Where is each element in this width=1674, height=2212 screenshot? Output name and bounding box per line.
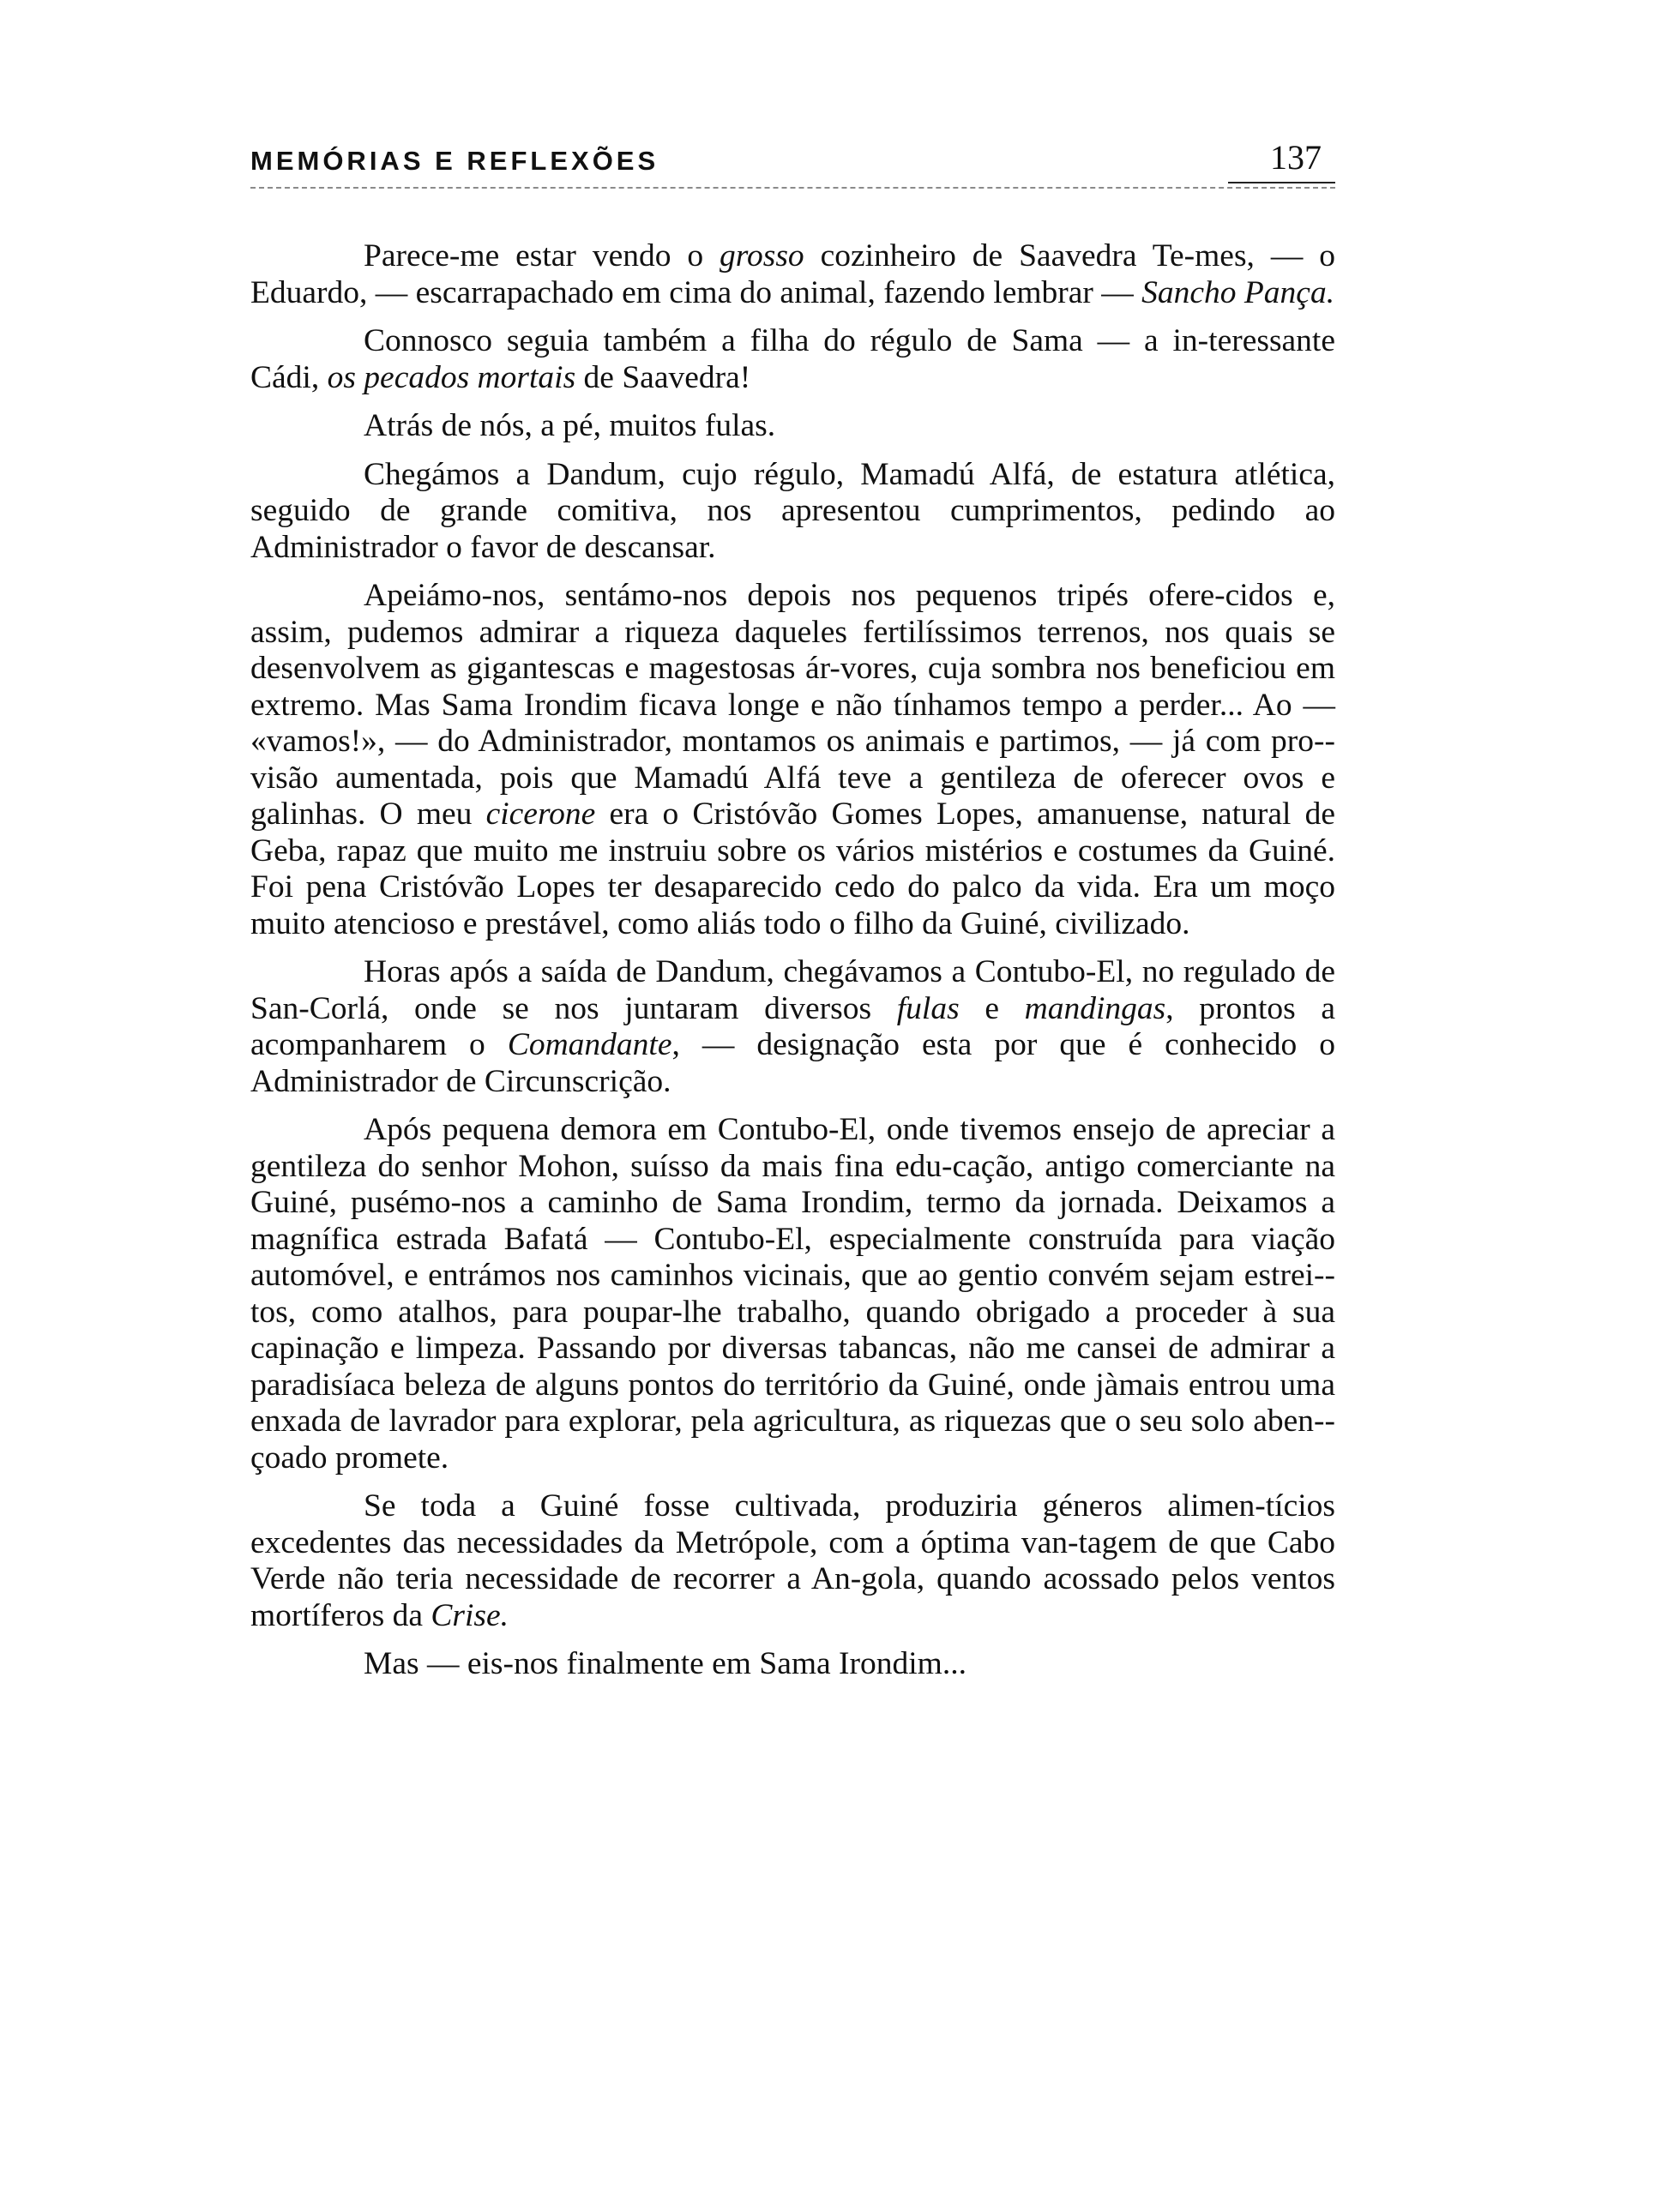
italic-text: cicerone xyxy=(485,796,596,832)
header-rule xyxy=(250,187,1335,189)
text-run: e xyxy=(959,990,1025,1026)
italic-text: os pecados mortais xyxy=(327,359,576,395)
italic-text: mandingas xyxy=(1024,990,1166,1026)
text-run: Se toda a Guiné fosse cultivada, produziria géneros alimen-tícios excedentes das necessidades da Metrópole, com a óptima van-tagem de que Cabo Verde não teria necessidade de recorrer a An-gola, quando acossado pelos ventos mortíferos da xyxy=(250,1488,1335,1633)
paragraph: Após pequena demora em Contubo-El, onde tivemos ensejo de apreciar a gentileza do senhor Mohon, suísso da mais fina edu-cação, antigo comerciante na Guiné, pusémo-nos a caminho de Sama Irondim, termo da jornada. Deixamos a magnífica estrada Bafatá — Contubo-El, especialmente construída para viação automóvel, e entrámos nos caminhos vicinais, que ao gentio convém sejam estrei-tos, como atalhos, para poupar-lhe trabalho, quando obrigado a proceder à sua capinação e limpeza. Passando por diversas tabancas, não me cansei de admirar a paradisíaca beleza de alguns pontos do território da Guiné, onde jàmais entrou uma enxada de lavrador para explorar, pela agricultura, as riquezas que o seu solo aben-çoado promete. xyxy=(250,1112,1335,1476)
body-text xyxy=(250,238,1335,1695)
paragraph xyxy=(250,578,1335,942)
paragraph xyxy=(250,1488,1335,1634)
text-run: , — designação esta por que é conhecido o Administrador de Circunscrição. xyxy=(250,1027,1335,1099)
paragraph xyxy=(250,323,1335,396)
italic-text: fulas xyxy=(896,990,960,1026)
italic-text: Sancho Pança. xyxy=(1141,274,1335,310)
paragraph: Atrás de nós, a pé, muitos fulas. xyxy=(364,408,776,443)
paragraph xyxy=(250,954,1335,1100)
text-run: era o Cristóvão Gomes Lopes, amanuense, natural de Geba, rapaz que muito me instruiu sobre os vários mistérios e costumes da Guiné. Foi pena Cristóvão Lopes ter desaparecido cedo do palco da vida. Era um moço muito atencioso e prestável, como aliás todo o filho da Guiné, civilizado. xyxy=(250,796,1335,941)
text-run: cozinheiro de Saavedra Te-mes, — o Eduardo, — escarrapachado em cima do animal, fazendo lembrar — xyxy=(250,238,1335,310)
italic-text: Crise. xyxy=(431,1597,509,1633)
running-title: MEMÓRIAS E REFLEXÕES xyxy=(250,146,659,176)
text-run: Apeiámo-nos, sentámo-nos depois nos pequenos tripés ofere-cidos e, assim, pudemos admirar a riqueza daqueles fertilíssimos terrenos, nos quais se desenvolvem as gigantescas e magestosas ár-vores, cuja sombra nos beneficiou em extremo. Mas Sama Irondim ficava longe e não tínhamos tempo a perder... Ao — «vamos!», — do Administrador, montamos os animais e partimos, — já com pro-visão aumentada, pois que Mamadú Alfá teve a gentileza de oferecer ovos e galinhas. O meu xyxy=(250,578,1335,832)
page-header xyxy=(250,137,1335,197)
text-run: Connosco seguia também a filha do régulo de Sama — a in-teressante Cádi, xyxy=(250,323,1335,395)
text-run: de Saavedra! xyxy=(575,359,751,395)
text-run: Parece-me estar vendo o xyxy=(364,238,720,273)
paragraph: Chegámos a Dandum, cujo régulo, Mamadú Alfá, de estatura atlética, seguido de grande comitiva, nos apresentou cumprimentos, pedindo ao Administrador o favor de descansar. xyxy=(250,456,1335,565)
paragraph xyxy=(250,238,1335,311)
italic-text: grosso xyxy=(720,238,804,273)
italic-text: Comandante xyxy=(507,1027,672,1062)
paragraph: Mas — eis-nos finalmente em Sama Irondim... xyxy=(364,1646,966,1681)
page-number-rule xyxy=(1228,182,1335,183)
page-number: 137 xyxy=(1270,138,1322,177)
text-run: , prontos a acompanharem o xyxy=(250,990,1335,1062)
text-run: Horas após a saída de Dandum, chegávamos a Contubo-El, no regulado de San-Corlá, onde se nos juntaram diversos xyxy=(250,954,1335,1026)
